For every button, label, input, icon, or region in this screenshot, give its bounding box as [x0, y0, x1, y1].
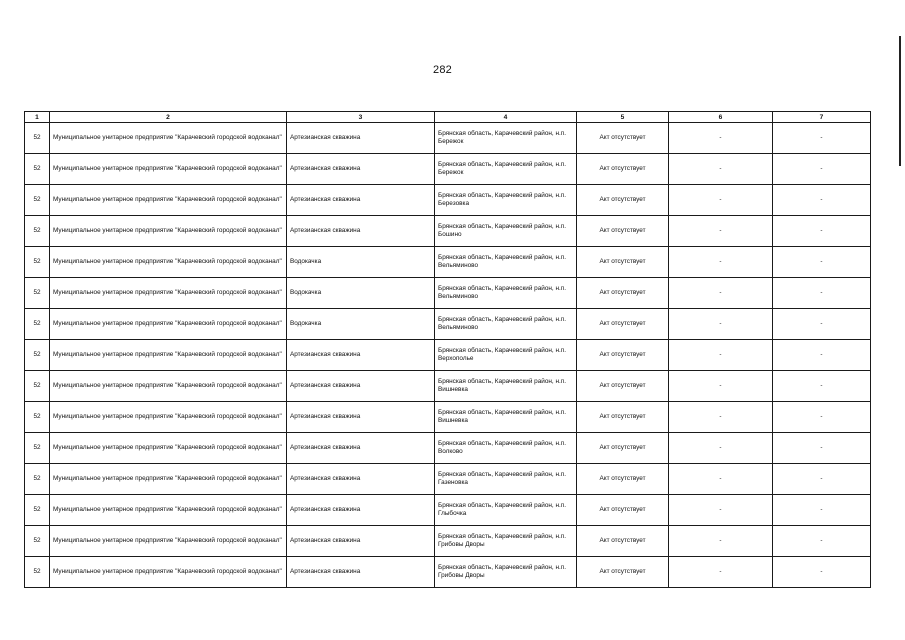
object-type-cell: Водокачка: [287, 309, 435, 340]
object-type-cell: Артезианская скважина: [287, 464, 435, 495]
organization-cell: Муниципальное унитарное предприятие "Карачевский городской водоканал": [50, 464, 287, 495]
column-6-cell: -: [669, 185, 773, 216]
location-cell: Брянская область, Карачевский район, н.п. Вельяминово: [435, 278, 577, 309]
table-row: [25, 495, 871, 526]
row-number: 52: [25, 340, 50, 371]
column-6-cell: -: [669, 309, 773, 340]
row-number: 52: [25, 402, 50, 433]
act-status-cell: Акт отсутствует: [577, 526, 669, 557]
location-cell: Брянская область, Карачевский район, н.п. Глыбочка: [435, 495, 577, 526]
act-status-cell: Акт отсутствует: [577, 247, 669, 278]
page-number: 282: [433, 64, 452, 76]
column-7-cell: -: [773, 464, 871, 495]
column-6-cell: -: [669, 216, 773, 247]
location-cell: Брянская область, Карачевский район, н.п. Вишневка: [435, 371, 577, 402]
table-row: [25, 433, 871, 464]
object-type-cell: Артезианская скважина: [287, 371, 435, 402]
object-type-cell: Артезианская скважина: [287, 526, 435, 557]
table-row: [25, 247, 871, 278]
column-7-cell: -: [773, 185, 871, 216]
row-number: 52: [25, 557, 50, 588]
location-cell: Брянская область, Карачевский район, н.п. Березовка: [435, 185, 577, 216]
object-type-cell: Артезианская скважина: [287, 185, 435, 216]
header-col-1: 1: [25, 112, 50, 123]
column-6-cell: -: [669, 278, 773, 309]
object-type-cell: Артезианская скважина: [287, 433, 435, 464]
location-cell: Брянская область, Карачевский район, н.п. Волково: [435, 433, 577, 464]
column-6-cell: -: [669, 433, 773, 464]
table-row: [25, 464, 871, 495]
organization-cell: Муниципальное унитарное предприятие "Карачевский городской водоканал": [50, 340, 287, 371]
table-row: [25, 154, 871, 185]
location-cell: Брянская область, Карачевский район, н.п. Газеновка: [435, 464, 577, 495]
column-6-cell: -: [669, 123, 773, 154]
act-status-cell: Акт отсутствует: [577, 340, 669, 371]
column-6-cell: -: [669, 557, 773, 588]
column-7-cell: -: [773, 495, 871, 526]
row-number: 52: [25, 371, 50, 402]
organization-cell: Муниципальное унитарное предприятие "Карачевский городской водоканал": [50, 154, 287, 185]
column-6-cell: -: [669, 402, 773, 433]
column-6-cell: -: [669, 340, 773, 371]
organization-cell: Муниципальное унитарное предприятие "Карачевский городской водоканал": [50, 402, 287, 433]
organization-cell: Муниципальное унитарное предприятие "Карачевский городской водоканал": [50, 371, 287, 402]
column-7-cell: -: [773, 433, 871, 464]
object-type-cell: Артезианская скважина: [287, 402, 435, 433]
row-number: 52: [25, 278, 50, 309]
location-cell: Брянская область, Карачевский район, н.п. Верхополье: [435, 340, 577, 371]
table-header: [25, 112, 871, 123]
row-number: 52: [25, 309, 50, 340]
act-status-cell: Акт отсутствует: [577, 495, 669, 526]
column-6-cell: -: [669, 371, 773, 402]
table-row: [25, 340, 871, 371]
organization-cell: Муниципальное унитарное предприятие "Карачевский городской водоканал": [50, 278, 287, 309]
location-cell: Брянская область, Карачевский район, н.п. Вельяминово: [435, 247, 577, 278]
act-status-cell: Акт отсутствует: [577, 123, 669, 154]
table-row: [25, 185, 871, 216]
location-cell: Брянская область, Карачевский район, н.п. Бережок: [435, 123, 577, 154]
header-row: [25, 112, 871, 123]
organization-cell: Муниципальное унитарное предприятие "Карачевский городской водоканал": [50, 216, 287, 247]
scan-edge-line: [899, 36, 901, 166]
organization-cell: Муниципальное унитарное предприятие "Карачевский городской водоканал": [50, 557, 287, 588]
object-type-cell: Артезианская скважина: [287, 340, 435, 371]
organization-cell: Муниципальное унитарное предприятие "Карачевский городской водоканал": [50, 247, 287, 278]
organization-cell: Муниципальное унитарное предприятие "Карачевский городской водоканал": [50, 123, 287, 154]
object-type-cell: Артезианская скважина: [287, 123, 435, 154]
column-7-cell: -: [773, 526, 871, 557]
organization-cell: Муниципальное унитарное предприятие "Карачевский городской водоканал": [50, 185, 287, 216]
table-row: [25, 526, 871, 557]
column-7-cell: -: [773, 154, 871, 185]
object-type-cell: Артезианская скважина: [287, 557, 435, 588]
organization-cell: Муниципальное унитарное предприятие "Карачевский городской водоканал": [50, 526, 287, 557]
organization-cell: Муниципальное унитарное предприятие "Карачевский городской водоканал": [50, 495, 287, 526]
row-number: 52: [25, 495, 50, 526]
object-type-cell: Артезианская скважина: [287, 495, 435, 526]
column-7-cell: -: [773, 123, 871, 154]
act-status-cell: Акт отсутствует: [577, 433, 669, 464]
column-7-cell: -: [773, 278, 871, 309]
location-cell: Брянская область, Карачевский район, н.п. Вельяминово: [435, 309, 577, 340]
table-row: [25, 402, 871, 433]
act-status-cell: Акт отсутствует: [577, 154, 669, 185]
column-6-cell: -: [669, 495, 773, 526]
table-row: [25, 216, 871, 247]
table-body: [25, 123, 871, 588]
act-status-cell: Акт отсутствует: [577, 402, 669, 433]
row-number: 52: [25, 216, 50, 247]
column-7-cell: -: [773, 309, 871, 340]
act-status-cell: Акт отсутствует: [577, 185, 669, 216]
table-row: [25, 123, 871, 154]
row-number: 52: [25, 185, 50, 216]
row-number: 52: [25, 433, 50, 464]
column-7-cell: -: [773, 216, 871, 247]
row-number: 52: [25, 247, 50, 278]
act-status-cell: Акт отсутствует: [577, 309, 669, 340]
registry-table: [24, 111, 871, 588]
object-type-cell: Артезианская скважина: [287, 216, 435, 247]
row-number: 52: [25, 123, 50, 154]
column-7-cell: -: [773, 340, 871, 371]
table-row: [25, 371, 871, 402]
row-number: 52: [25, 526, 50, 557]
object-type-cell: Водокачка: [287, 278, 435, 309]
column-7-cell: -: [773, 247, 871, 278]
column-6-cell: -: [669, 526, 773, 557]
column-6-cell: -: [669, 154, 773, 185]
column-7-cell: -: [773, 402, 871, 433]
act-status-cell: Акт отсутствует: [577, 371, 669, 402]
location-cell: Брянская область, Карачевский район, н.п. Вишневка: [435, 402, 577, 433]
location-cell: Брянская область, Карачевский район, н.п. Бережок: [435, 154, 577, 185]
object-type-cell: Водокачка: [287, 247, 435, 278]
object-type-cell: Артезианская скважина: [287, 154, 435, 185]
header-col-2: 2: [50, 112, 287, 123]
column-7-cell: -: [773, 371, 871, 402]
organization-cell: Муниципальное унитарное предприятие "Карачевский городской водоканал": [50, 433, 287, 464]
column-6-cell: -: [669, 464, 773, 495]
organization-cell: Муниципальное унитарное предприятие "Карачевский городской водоканал": [50, 309, 287, 340]
act-status-cell: Акт отсутствует: [577, 464, 669, 495]
column-6-cell: -: [669, 247, 773, 278]
act-status-cell: Акт отсутствует: [577, 216, 669, 247]
row-number: 52: [25, 464, 50, 495]
header-col-7: 7: [773, 112, 871, 123]
act-status-cell: Акт отсутствует: [577, 278, 669, 309]
row-number: 52: [25, 154, 50, 185]
header-col-5: 5: [577, 112, 669, 123]
location-cell: Брянская область, Карачевский район, н.п. Грибовы Дворы: [435, 557, 577, 588]
header-col-6: 6: [669, 112, 773, 123]
table-row: [25, 309, 871, 340]
column-7-cell: -: [773, 557, 871, 588]
header-col-3: 3: [287, 112, 435, 123]
location-cell: Брянская область, Карачевский район, н.п. Бошино: [435, 216, 577, 247]
act-status-cell: Акт отсутствует: [577, 557, 669, 588]
table-row: [25, 278, 871, 309]
location-cell: Брянская область, Карачевский район, н.п. Грибовы Дворы: [435, 526, 577, 557]
table-row: [25, 557, 871, 588]
header-col-4: 4: [435, 112, 577, 123]
